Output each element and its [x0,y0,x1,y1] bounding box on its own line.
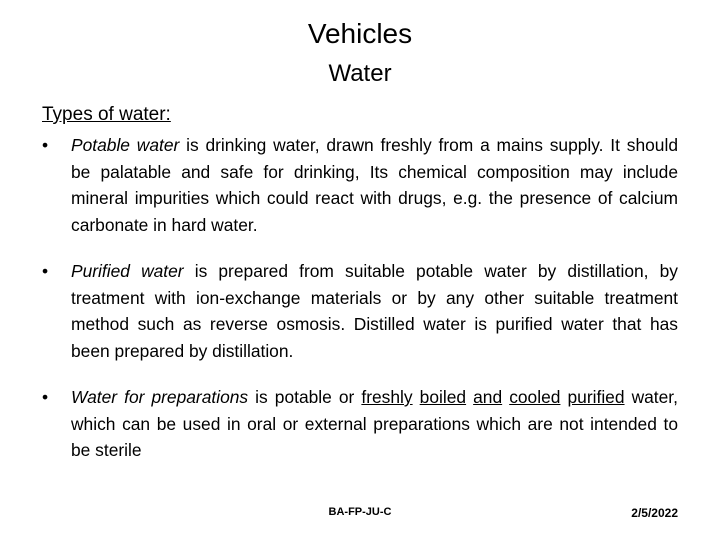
bullet-item-water-for-preparations [42,384,678,464]
section-heading: Types of water: [42,104,171,125]
bullet-term: Purified water [71,261,184,281]
underlined-word: cooled [509,387,561,407]
bullet-text: water, which can be used in oral or external preparations which are not intended to be sterile [71,387,678,460]
bullet-term: Potable water [71,135,180,155]
bullet-icon: • [42,387,49,407]
bullet-icon: • [42,135,49,155]
bullet-item-potable-water [42,132,678,238]
underlined-word: boiled [419,387,467,407]
bullet-item-purified-water [42,258,678,364]
footer-date: 2/5/2022 [631,506,678,520]
bullet-icon: • [42,261,49,281]
underlined-word: freshly [361,387,413,407]
bullet-list [42,132,678,464]
slide-title: Vehicles [307,18,413,49]
footer-code: BA-FP-JU-C [328,506,392,518]
bullet-term: Water for preparations [71,387,249,407]
bullet-text: is prepared from suitable potable water by distillation, by treatment with ion-exchange materials or by any other suitable treatment method such as reverse osmosis. Distilled water is purified water that has been prepared by distillation. [71,261,678,361]
slide-subtitle: Water [328,60,392,87]
underlined-word: purified [567,387,625,407]
bullet-text: is potable or [248,387,362,407]
bullet-text: is drinking water, drawn freshly from a mains supply. It should be palatable and safe for drinking, Its chemical composition may include mineral impurities which could react with drugs, e.g. the presence of calcium carbonate in hard water. [71,135,679,235]
underlined-word: and [473,387,503,407]
